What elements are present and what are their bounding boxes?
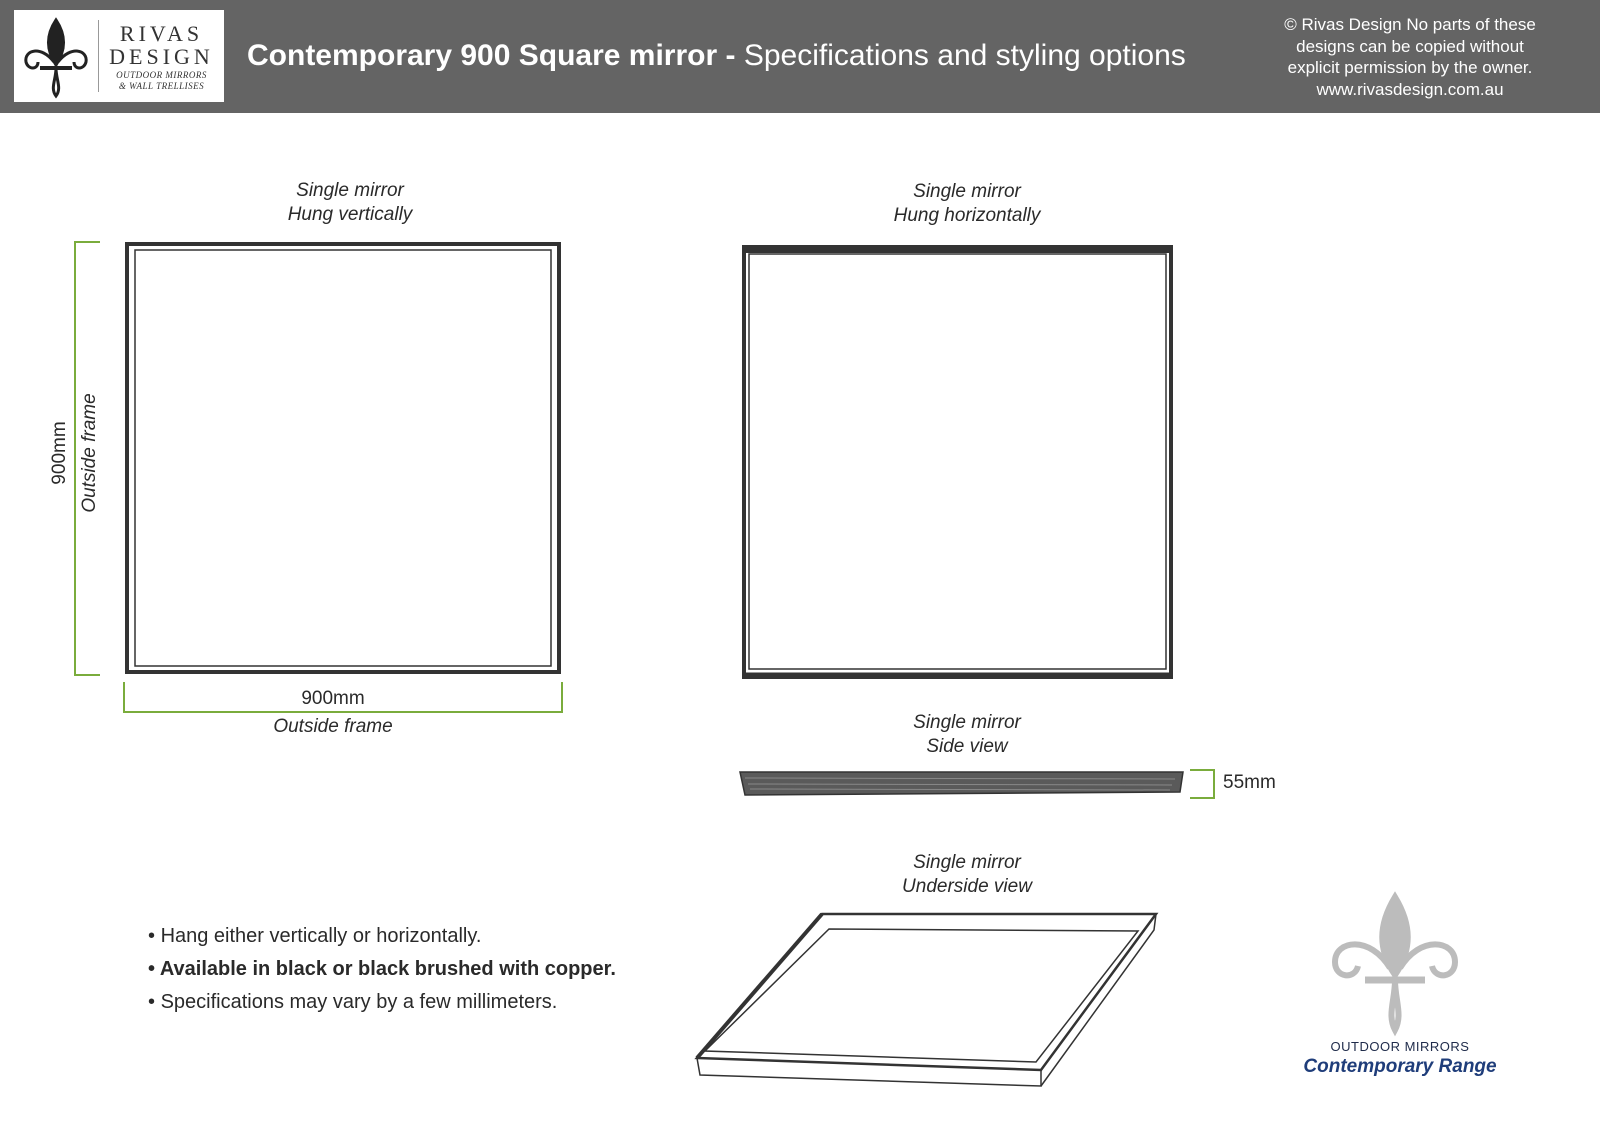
note-text-1: Hang either vertically or horizontally.	[160, 925, 482, 947]
website-link[interactable]: www.rivasdesign.com.au	[1316, 79, 1504, 99]
caption-side-line2: Side view	[926, 736, 1008, 757]
note-text-2: Available in black or black brushed with copper.	[159, 958, 616, 980]
fleur-de-lis-watermark-icon	[1335, 897, 1455, 1030]
caption-underside-line2: Underside view	[902, 876, 1032, 897]
caption-side-line1: Single mirror	[913, 712, 1021, 733]
page-title-bold: Contemporary 900 Square mirror -	[247, 39, 736, 72]
height-value: 900mm	[49, 421, 70, 485]
caption-underside-line1: Single mirror	[913, 852, 1021, 873]
note-text-3: Specifications may vary by a few millimeters.	[160, 991, 558, 1013]
copyright-line2: designs can be copied without	[1296, 36, 1524, 56]
caption-vertical	[250, 179, 450, 227]
page-title-regular: Specifications and styling options	[743, 39, 1186, 72]
note-item-1: • Hang either vertically or horizontally.	[148, 925, 482, 947]
side-view-drawing	[740, 772, 1183, 795]
footer-category: OUTDOOR MIRRORS	[1330, 1039, 1470, 1054]
caption-side	[867, 711, 1067, 759]
caption-vertical-line2: Hung vertically	[287, 204, 413, 225]
logo-brand-line1: RIVAS	[119, 21, 204, 46]
footer-range: Contemporary Range	[1303, 1056, 1497, 1077]
caption-horizontal	[867, 180, 1067, 228]
note-item-2: • Available in black or black brushed with copper.	[148, 958, 616, 980]
caption-vertical-line1: Single mirror	[296, 180, 404, 201]
underside-view-drawing	[697, 914, 1156, 1086]
caption-horizontal-line1: Single mirror	[913, 181, 1021, 202]
copyright-line1: © Rivas Design No parts of these	[1284, 15, 1536, 34]
vertical-mirror-drawing	[127, 244, 559, 672]
height-label: Outside frame	[79, 393, 100, 513]
footer-brand	[1290, 1039, 1510, 1078]
caption-underside	[867, 851, 1067, 899]
logo-sub-line1: OUTDOOR MIRRORS	[116, 70, 207, 80]
notes-list	[148, 920, 616, 1019]
caption-horizontal-line2: Hung horizontally	[893, 205, 1041, 226]
logo-sub-line2: & WALL TRELLISES	[118, 81, 205, 91]
depth-value: 55mm	[1223, 772, 1276, 793]
horizontal-mirror-drawing	[742, 247, 1173, 677]
copyright-line3: explicit permission by the owner.	[1287, 58, 1533, 77]
width-label: Outside frame	[273, 716, 393, 737]
note-item-3: • Specifications may vary by a few millimeters.	[148, 991, 558, 1013]
logo-brand-line2: DESIGN	[109, 44, 214, 69]
depth-dimension-line	[1190, 770, 1214, 798]
width-value: 900mm	[301, 688, 365, 709]
